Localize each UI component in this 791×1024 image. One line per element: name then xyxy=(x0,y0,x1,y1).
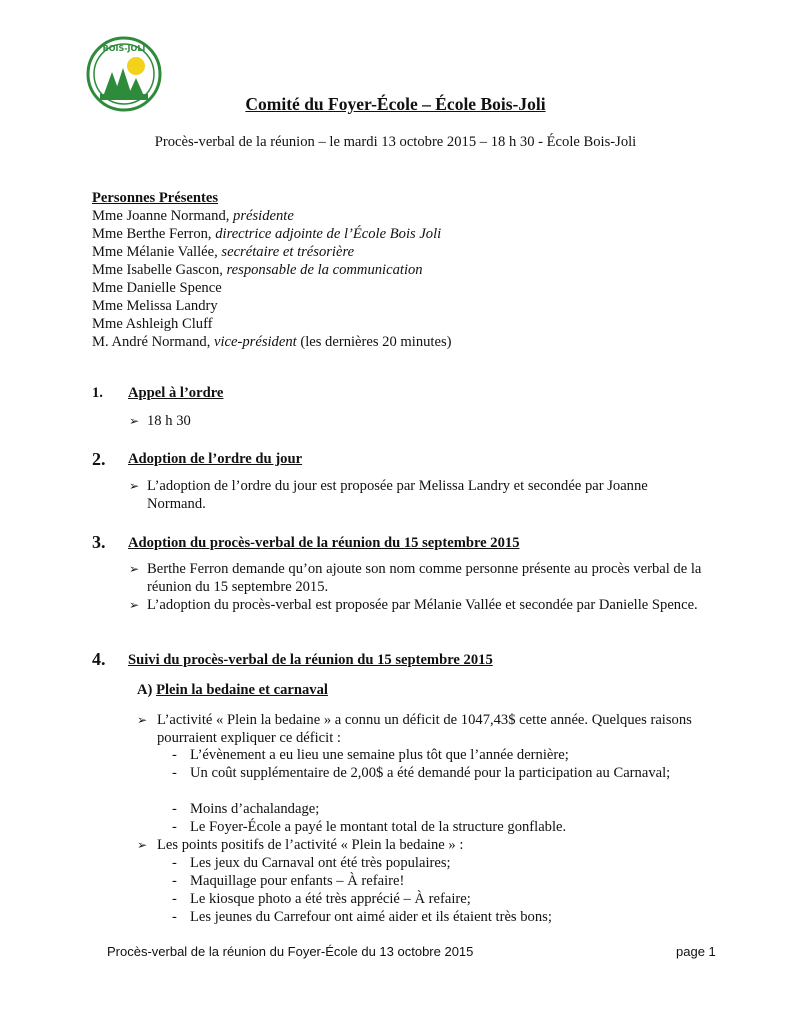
bullet-item: ➢ 18 h 30 xyxy=(129,413,191,429)
bullet-item: ➢ Les points positifs de l’activité « Plein la bedaine » : xyxy=(137,837,464,853)
page-subtitle: Procès-verbal de la réunion – le mardi 13 octobre 2015 – 18 h 30 - École Bois-Joli xyxy=(154,134,637,150)
section-number: 3. xyxy=(92,532,106,552)
section-number: 2. xyxy=(92,449,106,469)
footer-text: Procès-verbal de la réunion du Foyer-École du 13 octobre 2015 xyxy=(107,944,474,959)
dash-item: - Les jeunes du Carrefour ont aimé aider et ils étaient très bons; xyxy=(172,909,552,925)
bullet-item: ➢ L’adoption de l’ordre du jour est proposée par Melissa Landry et secondée par Joanne Normand. xyxy=(129,478,648,512)
bullet-item: ➢ L’adoption du procès-verbal est proposée par Mélanie Vallée et secondée par Danielle Spence. xyxy=(129,597,698,613)
dash-item: - Moins d’achalandage; xyxy=(172,801,320,817)
bullet-item: ➢ Berthe Ferron demande qu’on ajoute son nom comme personne présente au procès verbal de la réunion du 15 septembre 2015. xyxy=(129,561,702,595)
attendee: Mme Joanne Normand, présidente xyxy=(92,208,294,224)
arrow-bullet-icon: ➢ xyxy=(129,598,140,612)
attendee: Mme Melissa Landry xyxy=(92,298,218,314)
subsection-heading: A) Plein la bedaine et carnaval xyxy=(137,682,328,698)
dash-item: - Maquillage pour enfants – À refaire! xyxy=(172,873,405,889)
page-number: page 1 xyxy=(676,944,716,959)
attendee: Mme Danielle Spence xyxy=(92,280,222,296)
dash-item: - Le kiosque photo a été très apprécié – À refaire; xyxy=(172,891,471,907)
section-title: Adoption de l’ordre du jour xyxy=(128,451,303,467)
logo-text: BOIS-JOLI xyxy=(102,44,146,53)
attendee: Mme Berthe Ferron, directrice adjointe de l’École Bois Joli xyxy=(92,226,442,242)
arrow-bullet-icon: ➢ xyxy=(137,713,148,727)
section-title: Adoption du procès-verbal de la réunion du 15 septembre 2015 xyxy=(128,535,520,551)
arrow-bullet-icon: ➢ xyxy=(129,562,140,576)
attendee: Mme Ashleigh Cluff xyxy=(92,316,213,332)
attendees-heading: Personnes Présentes xyxy=(92,190,219,206)
section-number: 4. xyxy=(92,649,106,669)
page-title: Comité du Foyer-École – École Bois-Joli xyxy=(245,94,546,114)
dash-item: - Les jeux du Carnaval ont été très populaires; xyxy=(172,855,451,871)
attendee: M. André Normand, vice-président (les dernières 20 minutes) xyxy=(92,334,452,350)
arrow-bullet-icon: ➢ xyxy=(137,838,148,852)
section-number: 1. xyxy=(92,385,103,401)
section-title: Suivi du procès-verbal de la réunion du 15 septembre 2015 xyxy=(128,652,493,668)
dash-item: - Le Foyer-École a payé le montant total de la structure gonflable. xyxy=(172,819,567,835)
dash-item: - Un coût supplémentaire de 2,00$ a été demandé pour la participation au Carnaval; xyxy=(172,765,671,781)
arrow-bullet-icon: ➢ xyxy=(129,414,140,428)
dash-item: - L’évènement a eu lieu une semaine plus tôt que l’année dernière; xyxy=(172,747,569,763)
bullet-item: ➢ L’activité « Plein la bedaine » a connu un déficit de 1047,43$ cette année. Quelques raisons pourraient expliquer ce déficit : xyxy=(137,712,692,746)
attendees-list xyxy=(92,189,452,351)
attendee: Mme Isabelle Gascon, responsable de la communication xyxy=(92,262,423,278)
attendee: Mme Mélanie Vallée, secrétaire et trésorière xyxy=(92,244,355,260)
arrow-bullet-icon: ➢ xyxy=(129,479,140,493)
section-title: Appel à l’ordre xyxy=(128,385,224,401)
